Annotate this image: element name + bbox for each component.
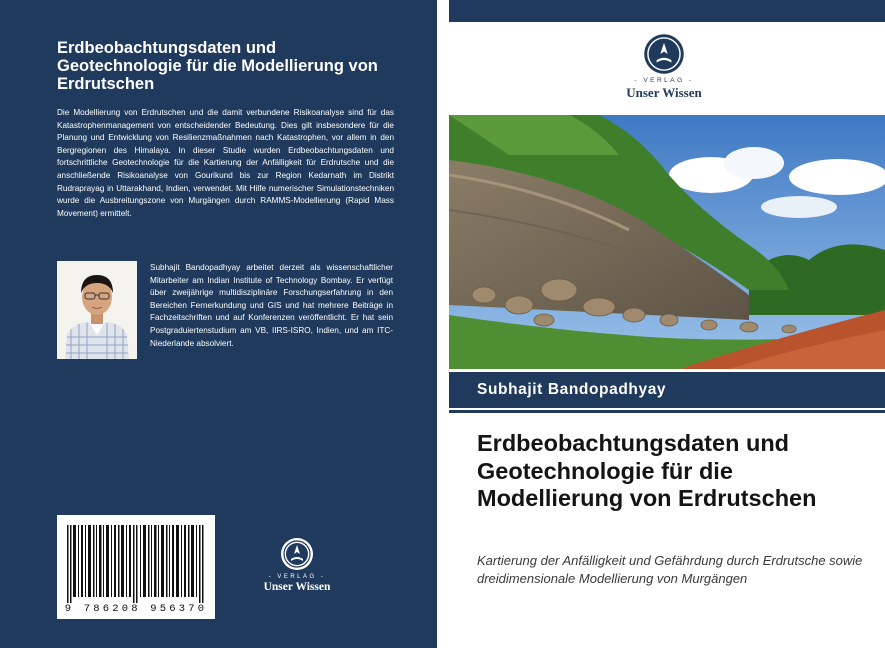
front-cover	[449, 0, 885, 648]
author-photo	[57, 261, 137, 359]
isbn-digits: 9 786208 956370	[64, 603, 208, 615]
author-name-band: Subhajit Bandopadhyay	[449, 372, 885, 408]
front-publisher-name: Unser Wissen	[626, 85, 702, 100]
front-cover-title: Erdbeobachtungsdaten und Geotechnologie für die Modellierung von Erdrutschen	[477, 430, 817, 511]
back-publisher-logo	[247, 537, 347, 593]
spine-gap	[437, 0, 449, 648]
author-band-rule	[449, 410, 885, 413]
back-publisher-verlag: - VERLAG -	[268, 574, 326, 580]
publisher-emblem-icon	[643, 33, 685, 75]
publisher-emblem-icon	[280, 537, 314, 571]
back-cover	[0, 0, 437, 648]
back-publisher-name: Unser Wissen	[263, 581, 331, 593]
back-cover-abstract: Die Modellierung von Erdrutschen und die damit verbundene Risikoanalyse sind für das Katastrophenmanagement von entscheidender Bedeutung. Dies gilt insbesondere für die Planung und Entwicklung von Resilienzmaßnahmen nach Katastrophen, vor allem in den Bergregionen des Himalaya. In dieser Studie wurden Erdbeobachtungsdaten und fortschrittliche Geotechnologie für die Kartierung der Anfälligkeit für Erdrutsche und die anschließende Risikoanalyse von Gourikund bis zur Region Kedarnath im Distrikt Rudraprayag in Uttarakhand, Indien, verwendet. Mit Hilfe numerischer Simulationstechniken wurde die Ausbreitungszone von Murgängen durch RAMMS-Modellierung (Rapid Mass Movement) ermittelt.	[57, 108, 394, 218]
back-cover-title: Erdbeobachtungsdaten und Geotechnologie für die Modellierung von Erdrutschen	[57, 39, 378, 93]
front-publisher-logo	[609, 33, 719, 101]
isbn-barcode	[57, 515, 215, 619]
author-bio: Subhajit Bandopadhyay arbeitet derzeit als wissenschaftlicher Mitarbeiter am Indian Institute of Technology Bombay. Er verfügt über zweijährige multidisziplinäre Forschungserfahrung in den Bereichen Fernerkundung und GIS und hat mehrere Beiträge in Fachzeitschriften und auf Konferenzen veröffentlicht. Er hat sein Postgraduiertenstudium am VB, IIRS-ISRO, Indien, und am ITC-Niederlande absolviert.	[150, 263, 393, 348]
front-top-band	[449, 0, 885, 22]
front-cover-subtitle: Kartierung der Anfälligkeit und Gefährdung durch Erdrutsche sowie dreidimensionale Modellierung von Murgängen	[477, 553, 863, 586]
front-publisher-verlag: - VERLAG -	[634, 77, 694, 84]
cover-landslide-photo	[449, 115, 885, 369]
